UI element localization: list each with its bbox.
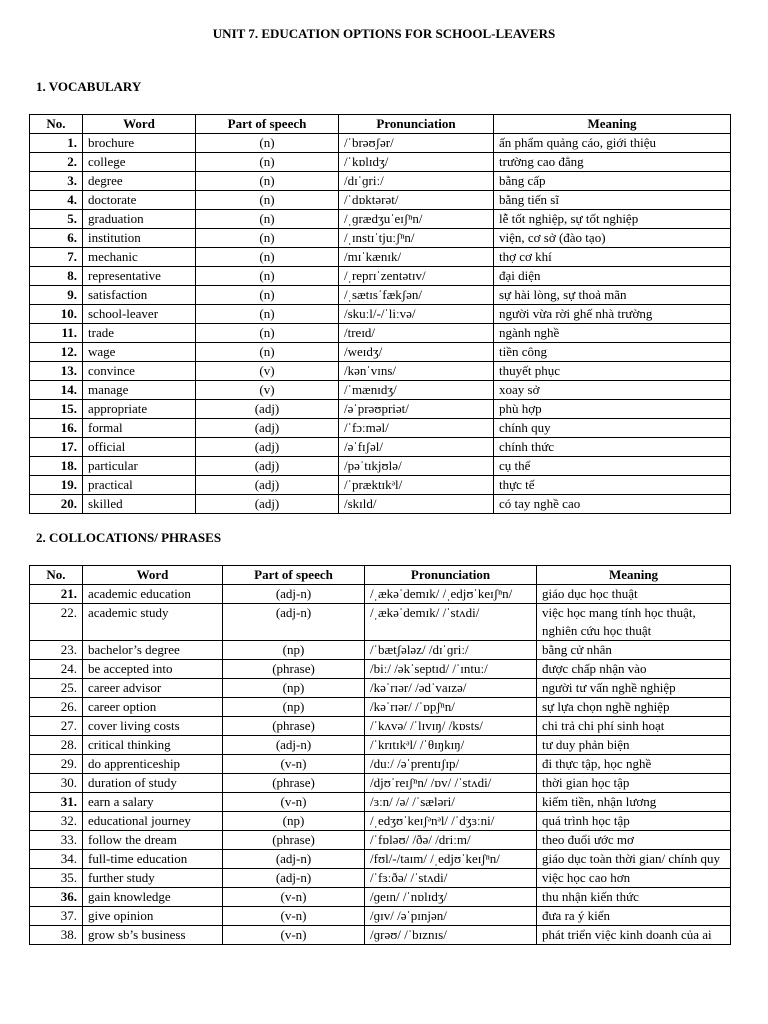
row-meaning: lễ tốt nghiệp, sự tốt nghiệp xyxy=(494,210,731,229)
row-meaning: cụ thể xyxy=(494,457,731,476)
row-meaning: đại diện xyxy=(494,267,731,286)
row-pronunciation: /ˈdɒktərət/ xyxy=(339,191,494,210)
row-part-of-speech: (adj) xyxy=(196,476,339,495)
row-number: 16. xyxy=(30,419,83,438)
col-header-word: Word xyxy=(83,115,196,134)
row-word: grow sb’s business xyxy=(83,926,223,945)
row-number: 20. xyxy=(30,495,83,514)
row-meaning: sự hài lòng, sự thoả mãn xyxy=(494,286,731,305)
table-row xyxy=(30,248,731,267)
row-number: 11. xyxy=(30,324,83,343)
row-pronunciation: /ɜːn/ /ə/ /ˈsæləri/ xyxy=(365,793,537,812)
row-pronunciation: /ˈpræktɪkᵊl/ xyxy=(339,476,494,495)
table-row xyxy=(30,604,731,641)
row-part-of-speech: (n) xyxy=(196,248,339,267)
table-row xyxy=(30,381,731,400)
row-word: manage xyxy=(83,381,196,400)
row-word: graduation xyxy=(83,210,196,229)
row-meaning: thu nhận kiến thức xyxy=(537,888,731,907)
table-row xyxy=(30,717,731,736)
table-row xyxy=(30,736,731,755)
row-meaning: người vừa rời ghế nhà trường xyxy=(494,305,731,324)
table-row xyxy=(30,419,731,438)
row-meaning: xoay sở xyxy=(494,381,731,400)
row-number: 6. xyxy=(30,229,83,248)
row-word: practical xyxy=(83,476,196,495)
table-row xyxy=(30,641,731,660)
row-pronunciation: /əˈfɪʃəl/ xyxy=(339,438,494,457)
row-part-of-speech: (n) xyxy=(196,191,339,210)
table-row xyxy=(30,698,731,717)
table-row xyxy=(30,267,731,286)
row-number: 26. xyxy=(30,698,83,717)
row-number: 33. xyxy=(30,831,83,850)
row-number: 29. xyxy=(30,755,83,774)
table-row xyxy=(30,286,731,305)
row-part-of-speech: (n) xyxy=(196,343,339,362)
row-part-of-speech: (adj-n) xyxy=(223,850,365,869)
row-pronunciation: /ˈkʌvə/ /ˈlɪvɪŋ/ /kɒsts/ xyxy=(365,717,537,736)
row-pronunciation: /mɪˈkænɪk/ xyxy=(339,248,494,267)
row-number: 38. xyxy=(30,926,83,945)
row-word: particular xyxy=(83,457,196,476)
table-row xyxy=(30,229,731,248)
row-meaning: chính quy xyxy=(494,419,731,438)
table-row xyxy=(30,191,731,210)
collocations-table xyxy=(29,565,731,945)
row-pronunciation: /kəˈrɪər/ /ˈɒpʃⁿn/ xyxy=(365,698,537,717)
row-part-of-speech: (n) xyxy=(196,286,339,305)
row-part-of-speech: (phrase) xyxy=(223,660,365,679)
row-pronunciation: /weɪdʒ/ xyxy=(339,343,494,362)
row-part-of-speech: (n) xyxy=(196,305,339,324)
row-meaning: giáo dục học thuật xyxy=(537,585,731,604)
row-word: duration of study xyxy=(83,774,223,793)
row-number: 14. xyxy=(30,381,83,400)
row-meaning: việc học mang tính học thuật, nghiên cứu học thuật xyxy=(537,604,731,641)
row-meaning: được chấp nhận vào xyxy=(537,660,731,679)
row-part-of-speech: (adj-n) xyxy=(223,869,365,888)
page-title: UNIT 7. EDUCATION OPTIONS FOR SCHOOL-LEAVERS xyxy=(212,26,556,41)
row-part-of-speech: (adj) xyxy=(196,495,339,514)
row-meaning: thuyết phục xyxy=(494,362,731,381)
row-number: 23. xyxy=(30,641,83,660)
row-word: wage xyxy=(83,343,196,362)
row-number: 10. xyxy=(30,305,83,324)
row-meaning: việc học cao hơn xyxy=(537,869,731,888)
row-pronunciation: /ˌɪnstɪˈtjuːʃⁿn/ xyxy=(339,229,494,248)
table-row xyxy=(30,324,731,343)
row-number: 25. xyxy=(30,679,83,698)
row-pronunciation: /ˈfɒləʊ/ /ðə/ /driːm/ xyxy=(365,831,537,850)
row-number: 32. xyxy=(30,812,83,831)
row-word: gain knowledge xyxy=(83,888,223,907)
row-number: 4. xyxy=(30,191,83,210)
col-header-pos: Part of speech xyxy=(223,566,365,585)
row-pronunciation: /ˈfɜːðə/ /ˈstʌdi/ xyxy=(365,869,537,888)
row-meaning: kiếm tiền, nhận lương xyxy=(537,793,731,812)
row-number: 13. xyxy=(30,362,83,381)
row-word: representative xyxy=(83,267,196,286)
row-part-of-speech: (np) xyxy=(223,812,365,831)
table-row xyxy=(30,362,731,381)
table-header-row xyxy=(30,566,731,585)
row-part-of-speech: (n) xyxy=(196,153,339,172)
row-meaning: ngành nghề xyxy=(494,324,731,343)
row-part-of-speech: (n) xyxy=(196,134,339,153)
row-part-of-speech: (n) xyxy=(196,324,339,343)
row-word: earn a salary xyxy=(83,793,223,812)
row-part-of-speech: (phrase) xyxy=(223,831,365,850)
col-header-meaning: Meaning xyxy=(537,566,731,585)
row-pronunciation: /ˌsætɪsˈfækʃən/ xyxy=(339,286,494,305)
row-pronunciation: /pəˈtɪkjʊlə/ xyxy=(339,457,494,476)
row-meaning: thời gian học tập xyxy=(537,774,731,793)
row-meaning: tư duy phản biện xyxy=(537,736,731,755)
table-row xyxy=(30,850,731,869)
row-pronunciation: /ˈbætʃələz/ /dɪˈɡriː/ xyxy=(365,641,537,660)
table-row xyxy=(30,343,731,362)
row-part-of-speech: (adj-n) xyxy=(223,736,365,755)
row-pronunciation: /ˌækəˈdemɪk/ /ˌedjʊˈkeɪʃⁿn/ xyxy=(365,585,537,604)
row-word: academic study xyxy=(83,604,223,641)
row-pronunciation: /ɡɪv/ /əˈpɪnjən/ xyxy=(365,907,537,926)
row-pronunciation: /əˈprəʊpriət/ xyxy=(339,400,494,419)
table-row xyxy=(30,907,731,926)
row-part-of-speech: (phrase) xyxy=(223,774,365,793)
row-pronunciation: /kənˈvɪns/ xyxy=(339,362,494,381)
table-row xyxy=(30,831,731,850)
row-part-of-speech: (adj) xyxy=(196,457,339,476)
table-row xyxy=(30,869,731,888)
row-meaning: chi trả chi phí sinh hoạt xyxy=(537,717,731,736)
row-number: 12. xyxy=(30,343,83,362)
row-number: 8. xyxy=(30,267,83,286)
row-word: cover living costs xyxy=(83,717,223,736)
row-part-of-speech: (phrase) xyxy=(223,717,365,736)
row-number: 2. xyxy=(30,153,83,172)
table-row xyxy=(30,400,731,419)
row-part-of-speech: (v) xyxy=(196,362,339,381)
row-number: 18. xyxy=(30,457,83,476)
row-number: 3. xyxy=(30,172,83,191)
row-word: critical thinking xyxy=(83,736,223,755)
vocabulary-table xyxy=(29,114,731,514)
row-part-of-speech: (adj) xyxy=(196,438,339,457)
row-meaning: phù hợp xyxy=(494,400,731,419)
row-word: bachelor’s degree xyxy=(83,641,223,660)
row-meaning: viện, cơ sở (đào tạo) xyxy=(494,229,731,248)
row-meaning: bằng tiến sĩ xyxy=(494,191,731,210)
row-meaning: tiền công xyxy=(494,343,731,362)
row-pronunciation: /ɡrəʊ/ /ˈbɪznɪs/ xyxy=(365,926,537,945)
row-word: career option xyxy=(83,698,223,717)
row-word: brochure xyxy=(83,134,196,153)
row-part-of-speech: (n) xyxy=(196,267,339,286)
section-heading-vocabulary: 1. VOCABULARY xyxy=(36,79,142,94)
row-number: 15. xyxy=(30,400,83,419)
table-row xyxy=(30,153,731,172)
row-number: 21. xyxy=(30,585,83,604)
row-number: 36. xyxy=(30,888,83,907)
row-word: be accepted into xyxy=(83,660,223,679)
table-row xyxy=(30,457,731,476)
col-header-pronunciation: Pronunciation xyxy=(339,115,494,134)
row-pronunciation: /djʊˈreɪʃⁿn/ /ɒv/ /ˈstʌdi/ xyxy=(365,774,537,793)
row-meaning: phát triển việc kinh doanh của ai xyxy=(537,926,731,945)
table-row xyxy=(30,476,731,495)
row-meaning: chính thức xyxy=(494,438,731,457)
row-number: 31. xyxy=(30,793,83,812)
row-part-of-speech: (adj) xyxy=(196,400,339,419)
row-pronunciation: /skuːl/-/ˈliːvə/ xyxy=(339,305,494,324)
row-pronunciation: /skɪld/ xyxy=(339,495,494,514)
table-row xyxy=(30,926,731,945)
row-word: mechanic xyxy=(83,248,196,267)
row-word: trade xyxy=(83,324,196,343)
row-pronunciation: /ˈkɒlɪdʒ/ xyxy=(339,153,494,172)
table-row xyxy=(30,495,731,514)
row-number: 35. xyxy=(30,869,83,888)
table-row xyxy=(30,679,731,698)
table-row xyxy=(30,305,731,324)
row-pronunciation: /fʊl/-/taɪm/ /ˌedjʊˈkeɪʃⁿn/ xyxy=(365,850,537,869)
row-word: degree xyxy=(83,172,196,191)
table-row xyxy=(30,172,731,191)
table-row xyxy=(30,774,731,793)
row-word: school-leaver xyxy=(83,305,196,324)
row-pronunciation: /treɪd/ xyxy=(339,324,494,343)
row-pronunciation: /ˈkrɪtɪkᵊl/ /ˈθɪŋkɪŋ/ xyxy=(365,736,537,755)
col-header-pronunciation: Pronunciation xyxy=(365,566,537,585)
row-pronunciation: /ˈmænɪdʒ/ xyxy=(339,381,494,400)
col-header-meaning: Meaning xyxy=(494,115,731,134)
row-number: 7. xyxy=(30,248,83,267)
row-part-of-speech: (adj-n) xyxy=(223,585,365,604)
row-part-of-speech: (n) xyxy=(196,229,339,248)
table-row xyxy=(30,585,731,604)
row-pronunciation: /ˈfɔːməl/ xyxy=(339,419,494,438)
row-meaning: theo đuổi ước mơ xyxy=(537,831,731,850)
row-part-of-speech: (np) xyxy=(223,679,365,698)
row-pronunciation: /ˌreprɪˈzentətɪv/ xyxy=(339,267,494,286)
row-word: official xyxy=(83,438,196,457)
row-meaning: giáo dục toàn thời gian/ chính quy xyxy=(537,850,731,869)
row-number: 24. xyxy=(30,660,83,679)
row-word: institution xyxy=(83,229,196,248)
row-pronunciation: /ˈbrəʊʃər/ xyxy=(339,134,494,153)
table-row xyxy=(30,660,731,679)
row-word: satisfaction xyxy=(83,286,196,305)
row-number: 28. xyxy=(30,736,83,755)
row-word: appropriate xyxy=(83,400,196,419)
row-meaning: quá trình học tập xyxy=(537,812,731,831)
row-word: convince xyxy=(83,362,196,381)
row-number: 1. xyxy=(30,134,83,153)
row-meaning: bằng cấp xyxy=(494,172,731,191)
col-header-no: No. xyxy=(30,115,83,134)
row-number: 19. xyxy=(30,476,83,495)
row-pronunciation: /dɪˈɡriː/ xyxy=(339,172,494,191)
row-part-of-speech: (v-n) xyxy=(223,888,365,907)
col-header-no: No. xyxy=(30,566,83,585)
row-number: 37. xyxy=(30,907,83,926)
row-pronunciation: /ˌɡrædʒuˈeɪʃⁿn/ xyxy=(339,210,494,229)
row-pronunciation: /ɡeɪn/ /ˈnɒlɪdʒ/ xyxy=(365,888,537,907)
row-meaning: sự lựa chọn nghề nghiệp xyxy=(537,698,731,717)
row-word: give opinion xyxy=(83,907,223,926)
table-row xyxy=(30,793,731,812)
row-word: skilled xyxy=(83,495,196,514)
row-number: 34. xyxy=(30,850,83,869)
row-pronunciation: /kəˈrɪər/ /ədˈvaɪzə/ xyxy=(365,679,537,698)
row-word: college xyxy=(83,153,196,172)
row-word: follow the dream xyxy=(83,831,223,850)
row-word: doctorate xyxy=(83,191,196,210)
row-pronunciation: /duː/ /əˈprentɪʃɪp/ xyxy=(365,755,537,774)
table-row xyxy=(30,755,731,774)
table-row xyxy=(30,134,731,153)
row-part-of-speech: (v-n) xyxy=(223,793,365,812)
row-part-of-speech: (np) xyxy=(223,698,365,717)
row-pronunciation: /biː/ /əkˈseptɪd/ /ˈɪntuː/ xyxy=(365,660,537,679)
table-header-row xyxy=(30,115,731,134)
table-row xyxy=(30,812,731,831)
row-number: 30. xyxy=(30,774,83,793)
table-row xyxy=(30,438,731,457)
row-pronunciation: /ˌækəˈdemɪk/ /ˈstʌdi/ xyxy=(365,604,537,641)
row-number: 17. xyxy=(30,438,83,457)
row-part-of-speech: (n) xyxy=(196,210,339,229)
row-part-of-speech: (v-n) xyxy=(223,907,365,926)
row-word: career advisor xyxy=(83,679,223,698)
row-word: further study xyxy=(83,869,223,888)
row-number: 27. xyxy=(30,717,83,736)
row-word: do apprenticeship xyxy=(83,755,223,774)
col-header-pos: Part of speech xyxy=(196,115,339,134)
row-part-of-speech: (n) xyxy=(196,172,339,191)
row-part-of-speech: (adj) xyxy=(196,419,339,438)
row-meaning: trường cao đẳng xyxy=(494,153,731,172)
row-meaning: người tư vấn nghề nghiệp xyxy=(537,679,731,698)
row-part-of-speech: (v-n) xyxy=(223,926,365,945)
row-part-of-speech: (np) xyxy=(223,641,365,660)
row-pronunciation: /ˌedʒʊˈkeɪʃᵊnᵊl/ /ˈdʒɜːni/ xyxy=(365,812,537,831)
row-number: 5. xyxy=(30,210,83,229)
row-meaning: đưa ra ý kiến xyxy=(537,907,731,926)
row-part-of-speech: (adj-n) xyxy=(223,604,365,641)
section-heading-collocations: 2. COLLOCATIONS/ PHRASES xyxy=(36,530,222,545)
row-meaning: thực tế xyxy=(494,476,731,495)
row-part-of-speech: (v) xyxy=(196,381,339,400)
row-meaning: ấn phẩm quảng cáo, giới thiệu xyxy=(494,134,731,153)
row-part-of-speech: (v-n) xyxy=(223,755,365,774)
row-meaning: bằng cử nhân xyxy=(537,641,731,660)
row-number: 9. xyxy=(30,286,83,305)
row-meaning: thợ cơ khí xyxy=(494,248,731,267)
row-word: academic education xyxy=(83,585,223,604)
row-word: formal xyxy=(83,419,196,438)
row-word: full-time education xyxy=(83,850,223,869)
col-header-word: Word xyxy=(83,566,223,585)
row-meaning: đi thực tập, học nghề xyxy=(537,755,731,774)
table-row xyxy=(30,210,731,229)
row-word: educational journey xyxy=(83,812,223,831)
row-meaning: có tay nghề cao xyxy=(494,495,731,514)
table-row xyxy=(30,888,731,907)
row-number: 22. xyxy=(30,604,83,641)
